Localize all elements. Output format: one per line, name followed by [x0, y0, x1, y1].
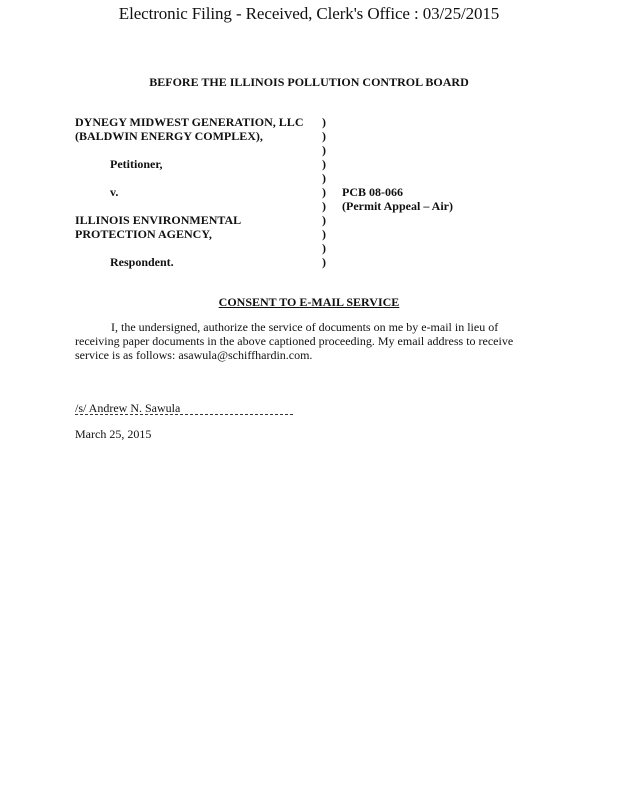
caption-paren: ) — [322, 241, 326, 255]
petitioner-name-line2: (BALDWIN ENERGY COMPLEX), — [75, 129, 263, 143]
caption-paren: ) — [322, 227, 326, 241]
caption-paren: ) — [322, 185, 326, 199]
signature-line — [75, 414, 293, 415]
electronic-filing-stamp: Electronic Filing - Received, Clerk's Office : 03/25/2015 — [118, 4, 500, 23]
caption-paren: ) — [322, 171, 326, 185]
caption-paren-column — [322, 115, 326, 269]
caption-paren: ) — [322, 115, 326, 129]
caption-paren: ) — [322, 129, 326, 143]
petitioner-role: Petitioner, — [110, 157, 163, 171]
signature: /s/ Andrew N. Sawula — [75, 401, 181, 415]
versus-label: v. — [110, 185, 119, 199]
caption-paren: ) — [322, 143, 326, 157]
consent-body-paragraph: I, the undersigned, authorize the service of documents on me by e-mail in lieu of receiving paper documents in the above captioned proceeding. My email address to receive service is as follows: asawula@schiffhardin.com. — [75, 320, 514, 362]
caption-paren: ) — [322, 199, 326, 213]
case-number: PCB 08-066 — [342, 185, 403, 199]
signature-date: March 25, 2015 — [75, 427, 152, 441]
caption-paren: ) — [322, 255, 326, 269]
respondent-name-line1: ILLINOIS ENVIRONMENTAL — [75, 213, 242, 227]
caption-paren: ) — [322, 213, 326, 227]
board-title: BEFORE THE ILLINOIS POLLUTION CONTROL BOARD — [149, 75, 469, 89]
petitioner-name-line1: DYNEGY MIDWEST GENERATION, LLC — [75, 115, 304, 129]
respondent-role: Respondent. — [110, 255, 174, 269]
caption-paren: ) — [322, 157, 326, 171]
case-type: (Permit Appeal – Air) — [342, 199, 453, 213]
respondent-name-line2: PROTECTION AGENCY, — [75, 227, 212, 241]
consent-heading: CONSENT TO E-MAIL SERVICE — [218, 295, 400, 309]
